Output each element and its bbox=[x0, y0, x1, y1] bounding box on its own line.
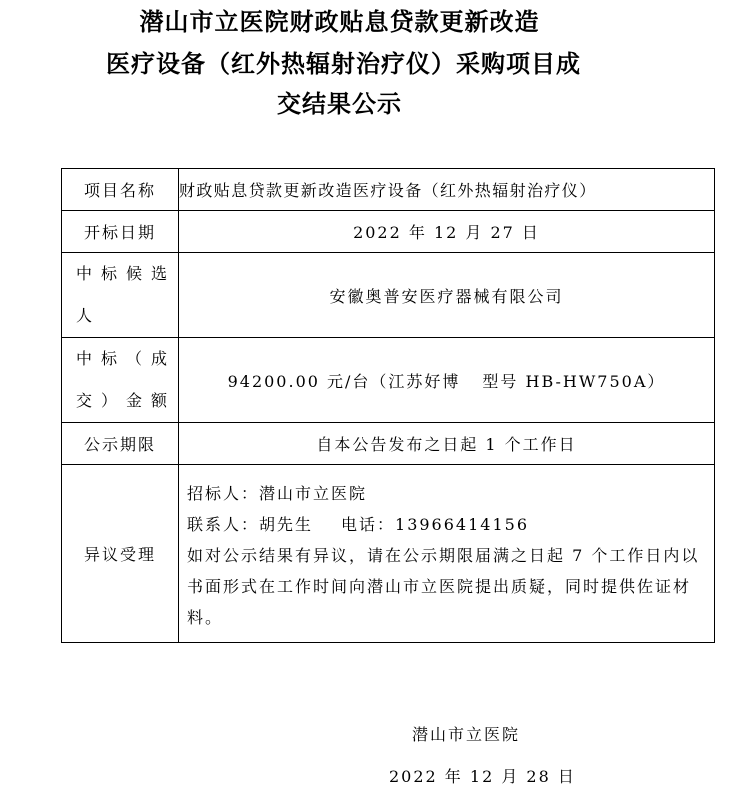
candidate-value: 安徽奥普安医疗器械有限公司 bbox=[179, 253, 715, 338]
bid-date-value: 2022 年 12 月 27 日 bbox=[179, 211, 715, 253]
contact-person: 联系人：胡先生 bbox=[187, 515, 314, 534]
amount-value-model: 型号 HB-HW750A） bbox=[482, 371, 666, 391]
contact-phone: 电话：13966414156 bbox=[341, 515, 529, 534]
objection-text: 如对公示结果有异议，请在公示期限届满之日起 7 个工作日内以书面形式在工作时间向潜山市立医院提出质疑，同时提供佐证材料。 bbox=[187, 546, 700, 627]
contact-line bbox=[187, 509, 706, 540]
objection-content bbox=[179, 465, 715, 643]
table-row-amount bbox=[62, 338, 715, 423]
signature-org: 潜山市立医院 bbox=[412, 725, 521, 744]
table-row-bid-date bbox=[62, 211, 715, 253]
amount-value bbox=[179, 338, 715, 423]
table-row-period bbox=[62, 423, 715, 465]
tenderer-line: 招标人：潜山市立医院 bbox=[187, 484, 368, 503]
objection-label: 异议受理 bbox=[62, 465, 179, 643]
title-line-3: 交结果公示 bbox=[277, 90, 402, 118]
project-name-label: 项目名称 bbox=[62, 169, 179, 211]
table-row-project bbox=[62, 169, 715, 211]
period-value: 自本公告发布之日起 1 个工作日 bbox=[179, 423, 715, 465]
title-line-2: 医疗设备（红外热辐射治疗仪）采购项目成 bbox=[106, 50, 581, 78]
result-table bbox=[61, 168, 715, 643]
amount-value-price: 94200.00 元/台（江苏好博 bbox=[227, 371, 461, 391]
title-line-1: 潜山市立医院财政贴息贷款更新改造 bbox=[139, 8, 540, 36]
bid-date-label: 开标日期 bbox=[62, 211, 179, 253]
period-label: 公示期限 bbox=[62, 423, 179, 465]
signature-date: 2022 年 12 月 28 日 bbox=[389, 767, 576, 786]
candidate-label: 中标候选人 bbox=[62, 253, 179, 338]
table-row-objection bbox=[62, 465, 715, 643]
amount-label: 中标（成交）金额 bbox=[62, 338, 179, 423]
table-row-candidate bbox=[62, 253, 715, 338]
project-name-value: 财政贴息贷款更新改造医疗设备（红外热辐射治疗仪） bbox=[179, 169, 715, 211]
